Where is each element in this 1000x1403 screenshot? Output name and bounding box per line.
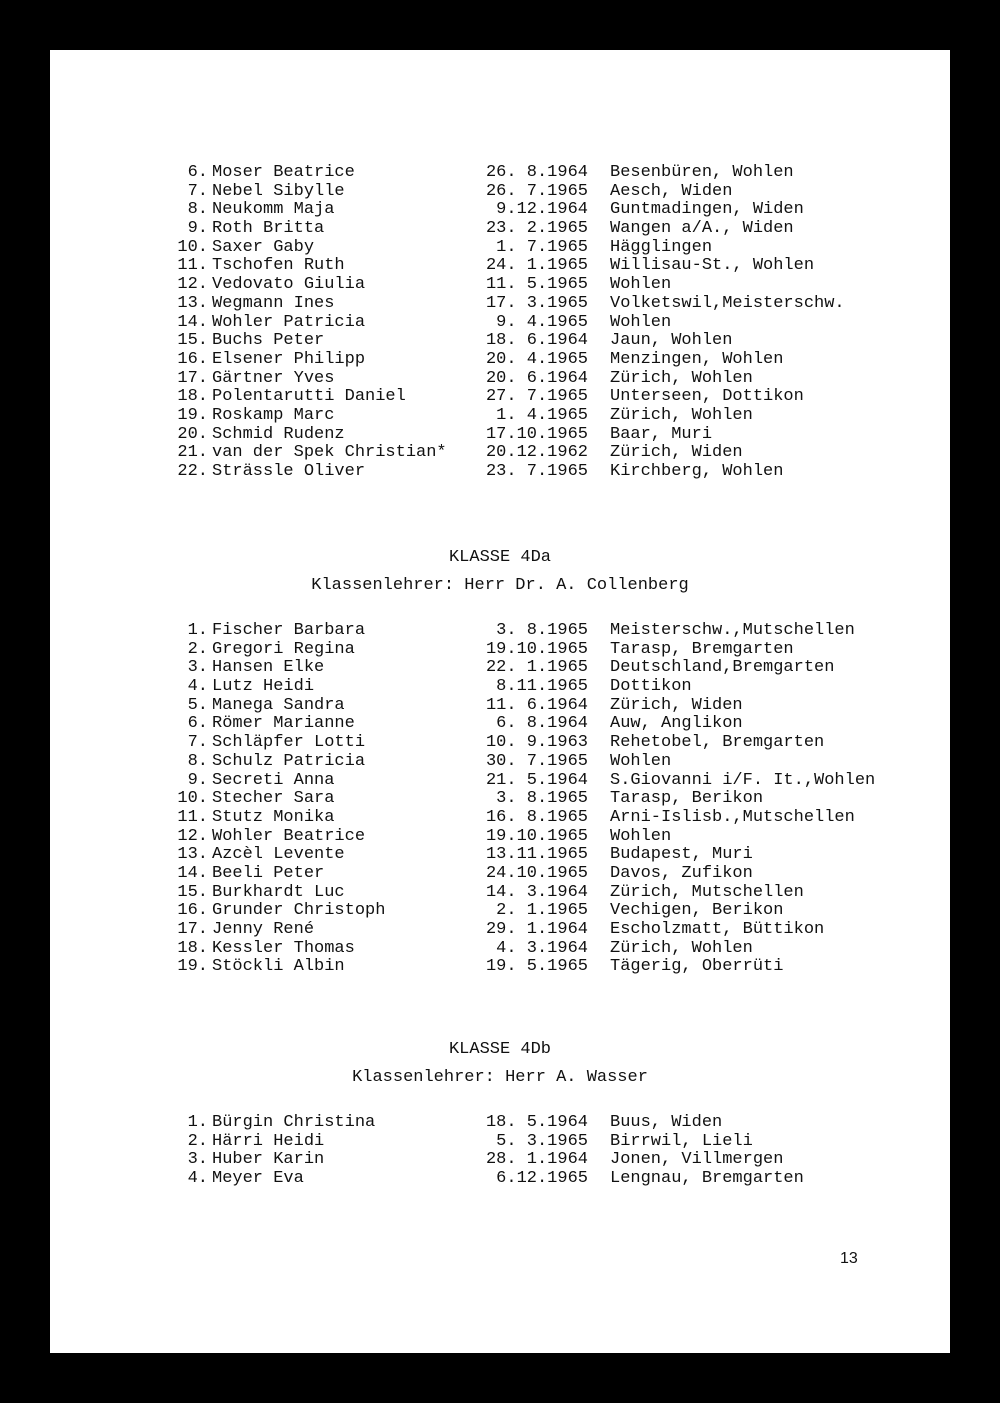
student-name: Hansen Elke <box>212 658 325 678</box>
student-name: Roskamp Marc <box>212 405 335 425</box>
birth-date: 8.11.1965 <box>496 677 588 697</box>
student-number: 13. <box>177 293 208 313</box>
class-4db-title: KLASSE 4Db <box>448 1040 552 1059</box>
student-number: 3. <box>187 1150 208 1170</box>
hometown-residence: Birrwil, Lieli <box>610 1131 753 1151</box>
student-row <box>50 239 950 258</box>
birth-date: 3. 8.1965 <box>496 789 588 809</box>
hometown-residence: Zürich, Wohlen <box>610 368 753 388</box>
student-row <box>50 940 950 959</box>
student-row <box>50 678 950 697</box>
student-name: Vedovato Giulia <box>212 275 366 295</box>
student-name: Schmid Rudenz <box>212 424 345 444</box>
student-name: Polentarutti Daniel <box>212 387 406 407</box>
hometown-residence: Volketswil,Meisterschw. <box>610 293 845 313</box>
student-row <box>50 407 950 426</box>
student-number: 17. <box>177 920 208 939</box>
student-number: 19. <box>177 405 208 425</box>
student-row <box>50 314 950 333</box>
student-row <box>50 753 950 772</box>
student-number: 11. <box>177 256 208 276</box>
hometown-residence: Willisau-St., Wohlen <box>610 256 815 276</box>
student-name: Wohler Beatrice <box>212 826 366 846</box>
student-row <box>50 164 950 183</box>
hometown-residence: Menzingen, Wohlen <box>610 349 784 369</box>
birth-date: 10. 9.1963 <box>485 733 588 753</box>
student-number: 18. <box>177 938 208 958</box>
birth-date: 26. 7.1965 <box>485 181 588 201</box>
birth-date: 29. 1.1964 <box>485 920 588 939</box>
student-name: Huber Karin <box>212 1150 325 1170</box>
hometown-residence: S.Giovanni i/F. It.,Wohlen <box>610 770 876 790</box>
hometown-residence: Zürich, Widen <box>610 443 743 463</box>
student-number: 1. <box>187 1113 208 1132</box>
student-name: Roth Britta <box>212 219 325 239</box>
student-row <box>50 697 950 716</box>
student-row <box>50 351 950 370</box>
student-row <box>50 1114 950 1133</box>
birth-date: 26. 8.1964 <box>485 163 588 182</box>
student-row <box>50 444 950 463</box>
page-number: 13 <box>840 1250 858 1267</box>
birth-date: 27. 7.1965 <box>485 387 588 407</box>
student-name: Stecher Sara <box>212 789 335 809</box>
birth-date: 20. 4.1965 <box>485 349 588 369</box>
student-row <box>50 1170 950 1189</box>
birth-date: 19.10.1965 <box>485 639 588 659</box>
student-row <box>50 463 950 482</box>
hometown-residence: Zürich, Widen <box>610 695 743 715</box>
student-number: 8. <box>187 200 208 220</box>
student-name: Wegmann Ines <box>212 293 335 313</box>
student-number: 11. <box>177 807 208 827</box>
student-name: Grunder Christoph <box>212 901 386 921</box>
hometown-residence: Besenbüren, Wohlen <box>610 163 794 182</box>
hometown-residence: Dottikon <box>610 677 692 697</box>
hometown-residence: Meisterschw.,Mutschellen <box>610 621 855 640</box>
hometown-residence: Wangen a/A., Widen <box>610 219 794 239</box>
student-row <box>50 1151 950 1170</box>
birth-date: 2. 1.1965 <box>496 901 588 921</box>
student-number: 15. <box>177 882 208 902</box>
student-name: Secreti Anna <box>212 770 335 790</box>
student-number: 14. <box>177 863 208 883</box>
student-number: 15. <box>177 331 208 351</box>
student-name: Strässle Oliver <box>212 462 366 481</box>
student-number: 17. <box>177 368 208 388</box>
student-name: Schulz Patricia <box>212 751 366 771</box>
student-number: 7. <box>187 181 208 201</box>
student-row <box>50 772 950 791</box>
birth-date: 22. 1.1965 <box>485 658 588 678</box>
student-row <box>50 370 950 389</box>
student-name: Tschofen Ruth <box>212 256 345 276</box>
student-row <box>50 641 950 660</box>
student-number: 2. <box>187 1131 208 1151</box>
hometown-residence: Jaun, Wohlen <box>610 331 733 351</box>
student-number: 1. <box>187 621 208 640</box>
student-row <box>50 1133 950 1152</box>
student-number: 16. <box>177 901 208 921</box>
student-name: Kessler Thomas <box>212 938 355 958</box>
student-name: Schläpfer Lotti <box>212 733 366 753</box>
student-number: 12. <box>177 275 208 295</box>
student-number: 18. <box>177 387 208 407</box>
class-4da-title: KLASSE 4Da <box>448 548 552 567</box>
student-number: 8. <box>187 751 208 771</box>
student-number: 3. <box>187 658 208 678</box>
hometown-residence: Jonen, Villmergen <box>610 1150 784 1170</box>
hometown-residence: Davos, Zufikon <box>610 863 753 883</box>
birth-date: 20. 6.1964 <box>485 368 588 388</box>
hometown-residence: Wohlen <box>610 751 672 771</box>
student-name: Beeli Peter <box>212 863 325 883</box>
birth-date: 6.12.1965 <box>496 1169 588 1189</box>
student-row <box>50 295 950 314</box>
birth-date: 17.10.1965 <box>485 424 588 444</box>
birth-date: 16. 8.1965 <box>485 807 588 827</box>
student-name: Nebel Sibylle <box>212 181 345 201</box>
student-row <box>50 828 950 847</box>
student-name: Gärtner Yves <box>212 368 335 388</box>
birth-date: 24. 1.1965 <box>485 256 588 276</box>
student-name: Lutz Heidi <box>212 677 315 697</box>
student-name: Römer Marianne <box>212 714 355 734</box>
student-name: Elsener Philipp <box>212 349 366 369</box>
student-list-continued <box>50 164 950 482</box>
birth-date: 20.12.1962 <box>485 443 588 463</box>
hometown-residence: Buus, Widen <box>610 1113 723 1132</box>
hometown-residence: Deutschland,Bremgarten <box>610 658 835 678</box>
hometown-residence: Budapest, Muri <box>610 845 753 865</box>
student-number: 6. <box>187 714 208 734</box>
student-number: 12. <box>177 826 208 846</box>
student-name: Gregori Regina <box>212 639 355 659</box>
student-number: 10. <box>177 789 208 809</box>
student-name: Härri Heidi <box>212 1131 325 1151</box>
student-name: Stutz Monika <box>212 807 335 827</box>
student-row <box>50 921 950 940</box>
student-row <box>50 809 950 828</box>
student-row <box>50 201 950 220</box>
birth-date: 5. 3.1965 <box>496 1131 588 1151</box>
hometown-residence: Lengnau, Bremgarten <box>610 1169 804 1189</box>
birth-date: 17. 3.1965 <box>485 293 588 313</box>
student-row <box>50 659 950 678</box>
birth-date: 13.11.1965 <box>485 845 588 865</box>
hometown-residence: Wohlen <box>610 275 672 295</box>
hometown-residence: Arni-Islisb.,Mutschellen <box>610 807 855 827</box>
student-number: 20. <box>177 424 208 444</box>
hometown-residence: Tarasp, Bremgarten <box>610 639 794 659</box>
student-row <box>50 846 950 865</box>
student-name: Bürgin Christina <box>212 1113 376 1132</box>
student-row <box>50 183 950 202</box>
student-number: 16. <box>177 349 208 369</box>
student-name: Moser Beatrice <box>212 163 355 182</box>
hometown-residence: Wohlen <box>610 826 672 846</box>
hometown-residence: Kirchberg, Wohlen <box>610 462 784 481</box>
hometown-residence: Aesch, Widen <box>610 181 733 201</box>
student-row <box>50 790 950 809</box>
student-name: Jenny René <box>212 920 315 939</box>
student-row <box>50 734 950 753</box>
birth-date: 23. 7.1965 <box>485 462 588 481</box>
student-row <box>50 622 950 641</box>
birth-date: 24.10.1965 <box>485 863 588 883</box>
student-number: 9. <box>187 770 208 790</box>
hometown-residence: Vechigen, Berikon <box>610 901 784 921</box>
student-row <box>50 715 950 734</box>
student-name: Burkhardt Luc <box>212 882 345 902</box>
birth-date: 9.12.1964 <box>496 200 588 220</box>
hometown-residence: Baar, Muri <box>610 424 713 444</box>
student-row <box>50 902 950 921</box>
birth-date: 18. 6.1964 <box>485 331 588 351</box>
student-row <box>50 388 950 407</box>
class-4da-student-list <box>50 622 950 977</box>
student-row <box>50 426 950 445</box>
hometown-residence: Auw, Anglikon <box>610 714 743 734</box>
student-number: 4. <box>187 677 208 697</box>
student-number: 4. <box>187 1169 208 1189</box>
hometown-residence: Unterseen, Dottikon <box>610 387 804 407</box>
student-name: Meyer Eva <box>212 1169 304 1189</box>
birth-date: 6. 8.1964 <box>496 714 588 734</box>
student-number: 21. <box>177 443 208 463</box>
student-number: 19. <box>177 957 208 977</box>
birth-date: 21. 5.1964 <box>485 770 588 790</box>
student-number: 6. <box>187 163 208 182</box>
student-number: 22. <box>177 462 208 481</box>
hometown-residence: Rehetobel, Bremgarten <box>610 733 825 753</box>
student-name: Neukomm Maja <box>212 200 335 220</box>
birth-date: 28. 1.1964 <box>485 1150 588 1170</box>
student-number: 5. <box>187 695 208 715</box>
hometown-residence: Tarasp, Berikon <box>610 789 764 809</box>
student-number: 10. <box>177 237 208 257</box>
student-row <box>50 958 950 977</box>
student-row <box>50 257 950 276</box>
student-row <box>50 332 950 351</box>
hometown-residence: Zürich, Mutschellen <box>610 882 804 902</box>
student-row <box>50 865 950 884</box>
student-number: 13. <box>177 845 208 865</box>
hometown-residence: Wohlen <box>610 312 672 332</box>
hometown-residence: Zürich, Wohlen <box>610 405 753 425</box>
student-name: van der Spek Christian* <box>212 443 447 463</box>
birth-date: 11. 5.1965 <box>485 275 588 295</box>
class-4da-teacher: Klassenlehrer: Herr Dr. A. Collenberg <box>311 576 689 595</box>
hometown-residence: Guntmadingen, Widen <box>610 200 804 220</box>
birth-date: 23. 2.1965 <box>485 219 588 239</box>
student-name: Wohler Patricia <box>212 312 366 332</box>
student-row <box>50 884 950 903</box>
birth-date: 1. 4.1965 <box>496 405 588 425</box>
birth-date: 3. 8.1965 <box>496 621 588 640</box>
hometown-residence: Hägglingen <box>610 237 713 257</box>
birth-date: 11. 6.1964 <box>485 695 588 715</box>
student-number: 14. <box>177 312 208 332</box>
student-number: 9. <box>187 219 208 239</box>
hometown-residence: Escholzmatt, Büttikon <box>610 920 825 939</box>
birth-date: 9. 4.1965 <box>496 312 588 332</box>
birth-date: 14. 3.1964 <box>485 882 588 902</box>
student-row <box>50 276 950 295</box>
student-name: Buchs Peter <box>212 331 325 351</box>
student-name: Saxer Gaby <box>212 237 315 257</box>
document-page <box>50 50 950 1353</box>
hometown-residence: Zürich, Wohlen <box>610 938 753 958</box>
student-number: 7. <box>187 733 208 753</box>
class-4db-student-list <box>50 1114 950 1189</box>
birth-date: 19. 5.1965 <box>485 957 588 977</box>
hometown-residence: Tägerig, Oberrüti <box>610 957 784 977</box>
student-name: Stöckli Albin <box>212 957 345 977</box>
birth-date: 1. 7.1965 <box>496 237 588 257</box>
student-name: Fischer Barbara <box>212 621 366 640</box>
birth-date: 4. 3.1964 <box>496 938 588 958</box>
class-4db-teacher: Klassenlehrer: Herr A. Wasser <box>352 1068 648 1087</box>
student-row <box>50 220 950 239</box>
student-name: Manega Sandra <box>212 695 345 715</box>
student-name: Azcèl Levente <box>212 845 345 865</box>
birth-date: 30. 7.1965 <box>485 751 588 771</box>
student-number: 2. <box>187 639 208 659</box>
birth-date: 19.10.1965 <box>485 826 588 846</box>
birth-date: 18. 5.1964 <box>485 1113 588 1132</box>
